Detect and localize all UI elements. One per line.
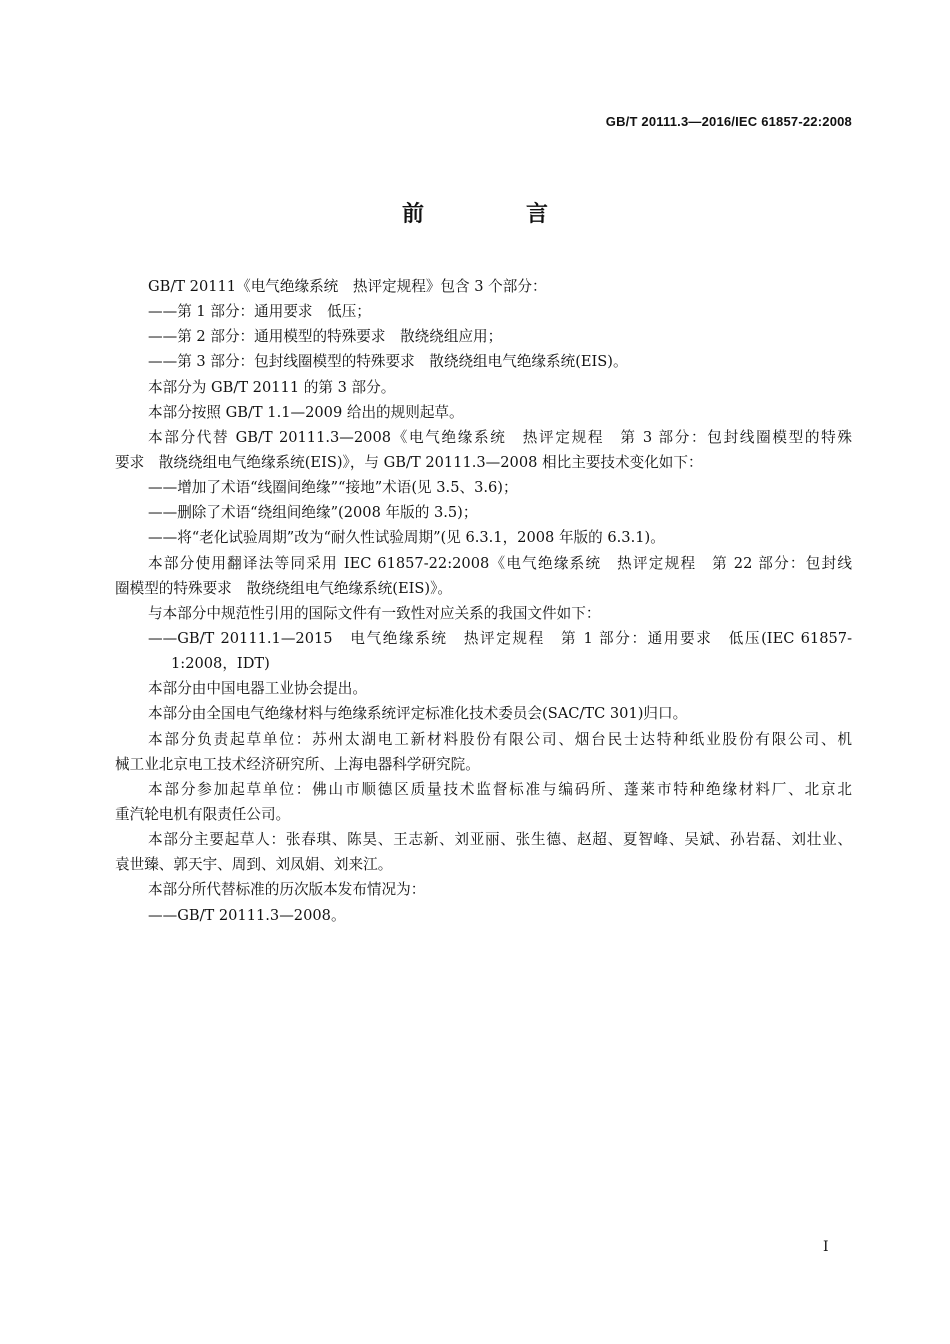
text-line: 本部分所代替标准的历次版本发布情况为： — [148, 881, 426, 899]
text-line: 本部分负责起草单位：苏州太湖电工新材料股份有限公司、烟台民士达特种纸业股份有限公司、机 — [148, 730, 852, 748]
text-line: 本部分按照 GB/T 1.1—2009 给出的规则起草。 — [148, 403, 464, 421]
standard-code-header: GB/T 20111.3—2016/IEC 61857-22:2008 — [605, 114, 852, 129]
text-line: 要求 散绕绕组电气绝缘系统(EIS)》，与 GB/T 20111.3—2008 相比主要技术变化如下： — [115, 453, 703, 471]
text-line: ——增加了术语“线圈间绝缘”“接地”术语(见 3.5、3.6)； — [148, 479, 518, 497]
text-line: ——第 2 部分：通用模型的特殊要求 散绕绕组应用； — [148, 328, 503, 346]
text-line: 本部分由全国电气绝缘材料与绝缘系统评定标准化技术委员会(SAC/TC 301)归口。 — [148, 705, 688, 723]
text-line: ——第 1 部分：通用要求 低压； — [148, 303, 371, 321]
text-line: 械工业北京电工技术经济研究所、上海电器科学研究院。 — [115, 755, 480, 773]
text-line: 本部分参加起草单位：佛山市顺德区质量技术监督标准与编码所、蓬莱市特种绝缘材料厂、北京北 — [148, 780, 852, 798]
text-line: ——GB/T 20111.3—2008。 — [148, 906, 346, 924]
text-line: ——第 3 部分：包封线圈模型的特殊要求 散绕绕组电气绝缘系统(EIS)。 — [148, 353, 628, 371]
text-line: 与本部分中规范性引用的国际文件有一致性对应关系的我国文件如下： — [148, 604, 601, 622]
text-line: 本部分主要起草人：张春琪、陈昊、王志新、刘亚丽、张生德、赵超、夏智峰、吴斌、孙岩磊、刘壮业、 — [148, 831, 852, 849]
text-line: 本部分由中国电器工业协会提出。 — [148, 680, 367, 698]
text-line: ——删除了术语“绕组间绝缘”(2008 年版的 3.5)； — [148, 504, 478, 522]
text-line: ——将“老化试验周期”改为“耐久性试验周期”(见 6.3.1，2008 年版的 6.3.1)。 — [148, 529, 665, 547]
text-line: 1:2008，IDT) — [171, 655, 270, 673]
text-line: 袁世臻、郭天宇、周到、刘凤娟、刘来江。 — [115, 856, 393, 874]
text-line: 本部分代替 GB/T 20111.3—2008《电气绝缘系统 热评定规程 第 3 部分：包封线圈模型的特殊 — [148, 428, 852, 446]
page-number: I — [823, 1239, 829, 1255]
text-line: GB/T 20111《电气绝缘系统 热评定规程》包含 3 个部分： — [148, 278, 547, 295]
text-line: 重汽轮电机有限责任公司。 — [115, 805, 291, 823]
page-title: 前 言 — [401, 201, 588, 227]
document-body — [115, 274, 852, 928]
text-line: ——GB/T 20111.1—2015 电气绝缘系统 热评定规程 第 1 部分：通用要求 低压(IEC 61857- — [148, 629, 852, 647]
text-line: 本部分使用翻译法等同采用 IEC 61857-22:2008《电气绝缘系统 热评定规程 第 22 部分：包封线 — [148, 554, 852, 572]
text-line: 本部分为 GB/T 20111 的第 3 部分。 — [148, 378, 396, 396]
text-line: 圈模型的特殊要求 散绕绕组电气绝缘系统(EIS)》。 — [115, 579, 452, 597]
